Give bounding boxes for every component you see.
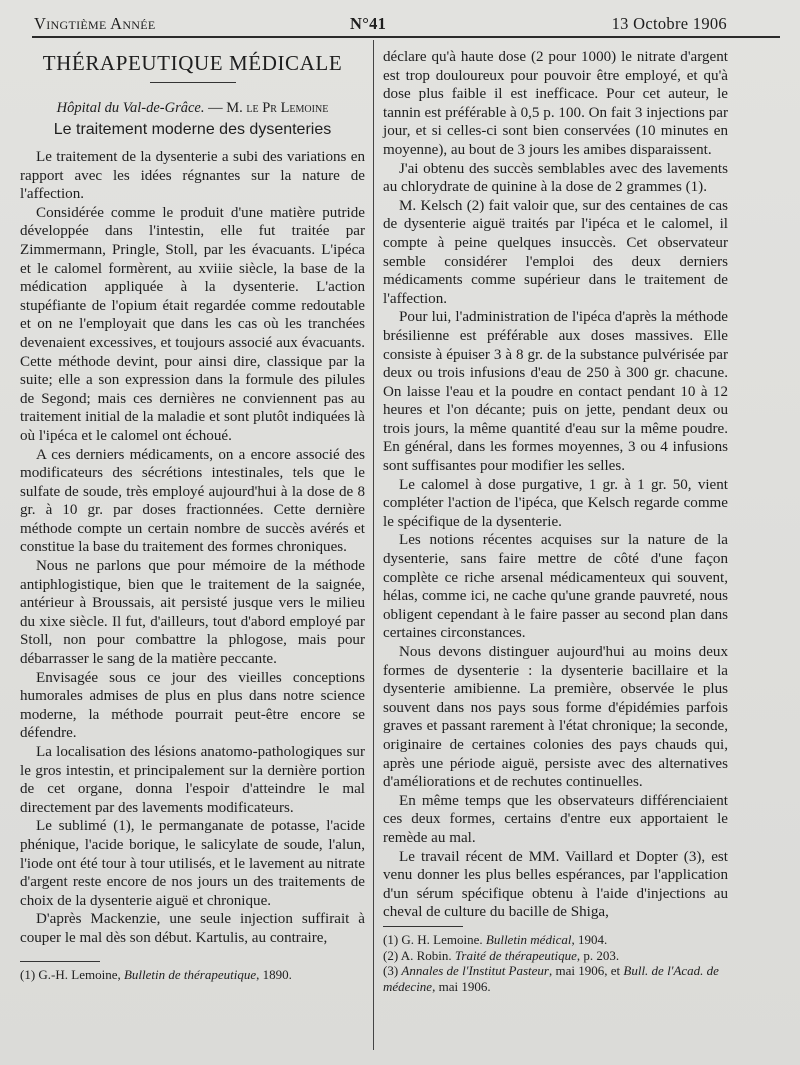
paragraph: Nous ne parlons que pour mémoire de la méthode antiphlogistique, bien que le traitement de la saignée, antérieur à Broussais, ait persisté jusque vers le milieu du xixe siècle. Il fut, d'ailleurs, tout d'abord employé par Stoll, non pour combattre la phlogose, mais pour débarrasser le sang de la matière peccante. <box>20 558 365 668</box>
paragraph: Le calomel à dose purgative, 1 gr. à 1 gr. 50, vient compléter l'action de l'ipéca, que Kelsch regarde comme le spécifique de la dysenterie. <box>383 476 728 530</box>
issue-date: 13 Octobre 1906 <box>611 14 727 33</box>
footnote-italic: Bulletin médical <box>485 932 572 947</box>
paragraph: Envisagée sous ce jour des vieilles conceptions humorales admises de plus en plus dans notre science moderne, la méthode pourrait peut-être encore se défendre. <box>20 669 365 742</box>
paragraph: Les notions récentes acquises sur la nature de la dysenterie, sans faire mettre de côté d'une façon complète ce riche arsenal médicamenteux qui souvent, hélas, comme ici, ne cache qu'une grande pauvreté, nous obligent cependant à le faire passer au second plan dans certaines circonstances. <box>383 532 728 642</box>
paragraph: Considérée comme le produit d'une matière putride développée dans l'intestin, elle fut traitée par Zimmermann, Pringle, Stoll, par les évacuants. L'ipéca et le calomel formèrent, au xviiie siècle, la base de la médication appliquée à la dysenterie. L'action stupéfiante de l'opium était regardée comme redoutable et on ne l'employait que dans les cas où les tranchées devenaient excessives, et toujours associé aux évacuants. Cette méthode devint, pour ainsi dire, classique par la suite; elle a son expression dans la formule des pilules de Segond; mais ces dernières ne conviennent pas au traitement initial de la maladie et sont plutôt indiquées là où l'ipéca et le calomel ont échoué. <box>20 204 365 444</box>
section-title: THÉRAPEUTIQUE MÉDICALE <box>42 51 343 75</box>
footnote-italic: Annales de l'Institut Pasteur <box>401 963 549 978</box>
footnote-italic: Traité de thérapeutique <box>454 947 577 963</box>
left-footnotes <box>20 957 365 983</box>
footnote-rule <box>20 961 100 962</box>
paragraph: A ces derniers médicaments, on a encore associé des modificateurs des sécrétions intestinales, tels que le sulfate de soude, très employé aujourd'hui à la dose de 8 gr. à 10 gr. par doses fractionnées. Cette dernière méthode compte un certain nombre de succès avérés et constitue la base du traitement des formes chroniques. <box>20 446 365 556</box>
paragraph: Le travail récent de MM. Vaillard et Dopter (3), est venu donner les plus belles espérances, par l'application d'un sérum spécifique obtenu à l'aide d'injections au cheval de culture du bacille de Shiga, <box>383 848 728 921</box>
right-body-text <box>383 48 728 922</box>
byline <box>20 99 365 117</box>
footnote-lead: (3) <box>383 963 402 978</box>
paragraph: En même temps que les observateurs différenciaient ces deux formes, certains d'entre eux apportaient le remède au mal. <box>383 792 728 846</box>
paragraph: Nous devons distinguer aujourd'hui au moins deux formes de dysenterie : la dysenterie bacillaire et la dysenterie amibienne. La première, observée le plus souvent dans nos pays sous forme d'épidémies parfois graves et passant rarement à l'état chronique; la seconde, originaire de certaines colonies des pays chauds qui, après une période aiguë, persiste avec des alternatives d'améliorations et de rechutes continuelles. <box>383 644 728 791</box>
footnote-italic: Bulletin de thérapeutique <box>123 967 257 982</box>
paragraph: D'après Mackenzie, une seule injection suffirait à couper le mal dès son début. Kartulis, au contraire, <box>20 911 365 946</box>
paragraph: Pour lui, l'administration de l'ipéca d'après la méthode brésilienne est préférable aux doses massives. Elle consiste à épuiser 3 à 8 gr. de la substance pulvérisée par deux ou trois infusions d'eau de 250 à 300 gr. chacune. On laisse l'eau et la poudre en contact pendant 10 à 12 heures et l'on décante; puis on jette, pendant deux ou trois jours, la même quantité d'eau sur la même poudre. En général, dans les formes moyennes, 3 ou 4 infusions sont suffisantes pour modifier les selles. <box>383 309 728 475</box>
footnote-italic2: Bull. de l'Acad. de médecine <box>383 963 719 994</box>
footnote <box>383 932 728 948</box>
running-head <box>34 14 727 36</box>
paragraph: déclare qu'à haute dose (2 pour 1000) le nitrate d'argent est trop douloureux pour pouvoir être employé, et qu'à dose plus faible il est inefficace. Pour cet auteur, le tannin est préférable à 0,5 p. 100. On fait 3 injections par jour, et si celles-ci sont bien conservées (10 minutes en moyenne), au bout de 3 jours les amibes disparaissent. <box>383 49 728 158</box>
footnote-tail: , 1904. <box>571 932 608 947</box>
footnote <box>20 967 365 983</box>
left-body-text <box>20 148 365 948</box>
right-column <box>383 48 728 922</box>
paragraph: Le traitement de la dysenterie a subi des variations en rapport avec les idées régnantes sur la nature de l'affection. <box>20 149 365 203</box>
title-rule <box>150 82 236 83</box>
byline-author: — M. le Pr Lemoine <box>208 100 329 116</box>
footnote-tail: , p. 203. <box>576 947 620 963</box>
footnote <box>383 948 728 964</box>
footnote-lead: (1) G.-H. Lemoine, <box>20 967 124 982</box>
paragraph: La localisation des lésions anatomo-pathologiques sur le gros intestin, et principalement sur la dernière portion de cet organe, donna l'espoir d'atteindre le mal directement par des lavements modificateurs. <box>20 744 365 816</box>
footnote-tail: , 1890. <box>256 967 292 982</box>
footnote-lead: (1) G. H. Lemoine. <box>383 932 486 947</box>
issue-number: N°41 <box>350 14 387 33</box>
article-title: Le traitement moderne des dysenteries <box>53 121 332 138</box>
footnote-tail: , mai 1906, et <box>549 963 624 978</box>
footnote-lead: (2) A. Robin. <box>383 947 455 963</box>
paragraph: Le sublimé (1), le permanganate de potasse, l'acide phénique, l'acide borique, le salicylate de soude, l'alun, l'iode ont été tour à tour utilisés, et le lavement au nitrate d'argent reste encore de nos jours un des traitements de choix de la dysenterie aiguë et chronique. <box>20 818 365 909</box>
footnote-tail2: , mai 1906. <box>432 978 491 994</box>
column-separator <box>373 40 374 1050</box>
right-footnotes <box>383 922 728 994</box>
header-rule <box>32 36 780 38</box>
paragraph: J'ai obtenu des succès semblables avec des lavements au chlorydrate de quinine à la dose de 2 grammes (1). <box>383 160 728 196</box>
footnote <box>383 963 728 994</box>
volume-label: Vingtième Année <box>34 14 156 33</box>
footnote-rule <box>383 926 463 927</box>
byline-place: Hôpital du Val-de-Grâce. <box>56 100 205 116</box>
left-column <box>20 46 365 948</box>
paragraph: M. Kelsch (2) fait valoir que, sur des centaines de cas de dysenterie aiguë traités par l'ipéca et le calomel, il compte à peine quelques insuccès. Cet observateur semble considérer l'emploi des deux derniers médicaments comme supérieur dans le traitement de l'affection. <box>383 197 728 307</box>
